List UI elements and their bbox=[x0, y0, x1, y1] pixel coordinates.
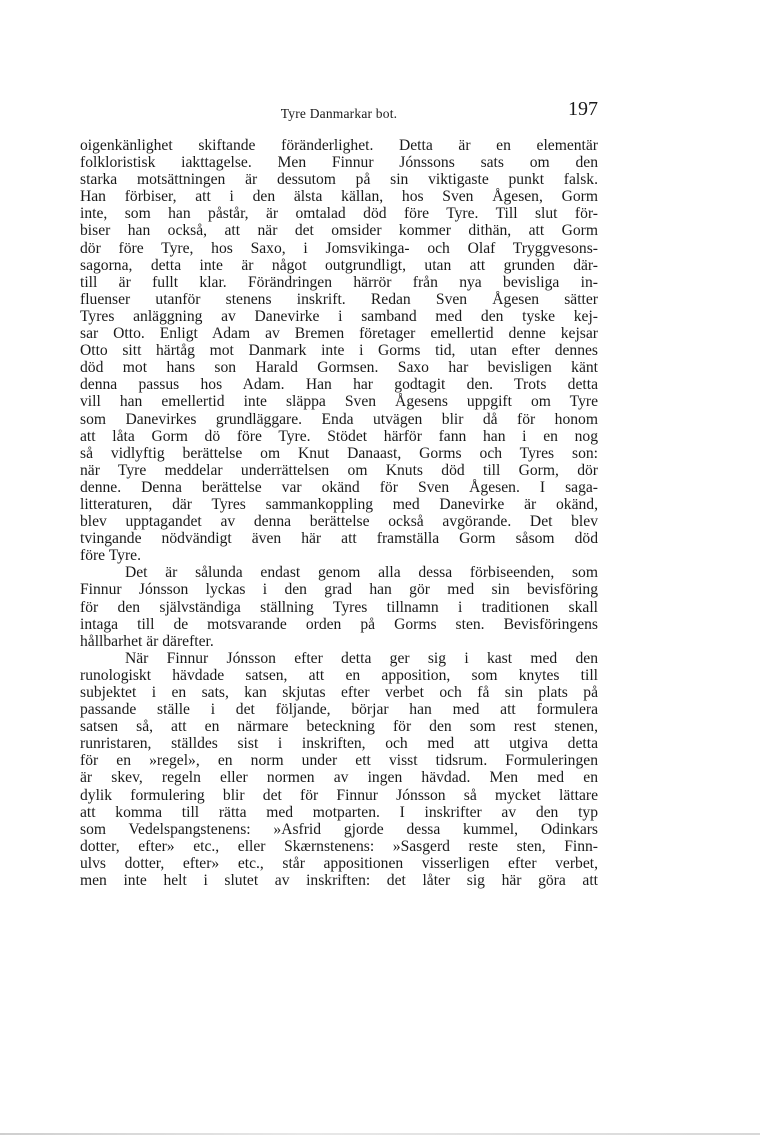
text-line: så vidlyftig berättelse om Knut Danaast, Gorms och Tyres son: bbox=[80, 444, 598, 462]
text-line: Finnur Jónsson lyckas i den grad han gör med sin bevisföring bbox=[80, 581, 598, 599]
text-line: ulvs dotter, efter» etc., står appositionen visserligen efter verbet, bbox=[80, 854, 598, 872]
text-line: passande ställe i det följande, börjar han med att formulera bbox=[80, 701, 598, 719]
text-line: dylik formulering blir det för Finnur Jónsson så mycket lättare bbox=[80, 786, 598, 804]
text-line: att låta Gorm dö före Tyre. Stödet härför fann han i en nog bbox=[80, 427, 598, 445]
text-line: litteraturen, där Tyres sammankoppling med Danevirke är okänd, bbox=[80, 495, 598, 513]
text-line: biser han också, att när det omsider kommer dithän, att Gorm bbox=[80, 222, 598, 240]
text-line: starka motsättningen är dessutom på sin viktigaste punkt falsk. bbox=[80, 171, 598, 189]
text-line: intaga till de motsvarande orden på Gorms sten. Bevisföringens bbox=[80, 615, 598, 633]
text-line: är skev, regeln eller normen av ingen hävdad. Men med en bbox=[80, 769, 598, 787]
text-line: när Tyre meddelar underrättelsen om Knuts död till Gorm, dör bbox=[80, 461, 598, 479]
text-line: Otto sitt härtåg mot Danmark inte i Gorms tid, utan efter dennes bbox=[80, 342, 598, 360]
page-number: 197 bbox=[568, 98, 598, 120]
text-line: som Vedelspangstenens: »Asfrid gjorde dessa kummel, Odinkars bbox=[80, 820, 598, 838]
text-line: för den självständiga ställning Tyres tillnamn i traditionen skall bbox=[80, 598, 598, 616]
text-line: hållbarhet är därefter. bbox=[80, 632, 214, 650]
text-line: Tyres anläggning av Danevirke i samband med den tyske kej- bbox=[80, 307, 598, 325]
text-line: Det är sålunda endast genom alla dessa förbiseenden, som bbox=[125, 564, 598, 582]
text-line: fluenser utanför stenens inskrift. Redan Sven Ågesen sätter bbox=[80, 290, 598, 308]
text-line: död mot hans son Harald Gormsen. Saxo har bevisligen känt bbox=[80, 359, 598, 377]
text-line: denna passus hos Adam. Han har godtagit den. Trots detta bbox=[80, 376, 598, 394]
text-line: denne. Denna berättelse var okänd för Sven Ågesen. I saga- bbox=[80, 478, 598, 496]
text-line: för en »regel», en norm under ett visst tidsrum. Formuleringen bbox=[80, 752, 598, 770]
text-line: runristaren, ställdes sist i inskriften, och med att utgiva detta bbox=[80, 735, 598, 753]
text-line: sar Otto. Enligt Adam av Bremen företager emellertid denne kejsar bbox=[80, 325, 598, 343]
body-text bbox=[80, 137, 598, 889]
text-line: som Danevirkes grundläggare. Enda utvägen blir då för honom bbox=[80, 410, 598, 428]
text-line: inte, som han påstår, är omtalad död före Tyre. Till slut för- bbox=[80, 205, 598, 223]
text-line: dotter, efter» etc., eller Skærnstenens: »Sasgerd reste sten, Finn- bbox=[80, 837, 598, 855]
text-line: subjektet i en sats, kan skjutas efter verbet och få sin plats på bbox=[80, 684, 598, 701]
running-head-title: Tyre Danmarkar bot. bbox=[280, 106, 398, 121]
text-line: vill han emellertid inte släppa Sven Ågesens uppgift om Tyre bbox=[80, 393, 598, 411]
text-line: blev upptagandet av denna berättelse också avgörande. Det blev bbox=[80, 513, 598, 531]
text-line: tvingande nödvändigt även här att framställa Gorm såsom död bbox=[80, 530, 598, 548]
text-line: sagorna, detta inte är något outgrundligt, utan att grunden där- bbox=[80, 256, 598, 274]
text-line: till är fullt klar. Förändringen härrör från nya bevisliga in- bbox=[80, 273, 598, 291]
text-line: före Tyre. bbox=[80, 547, 141, 565]
text-line: oigenkänlighet skiftande föränderlighet. Detta är en elementär bbox=[80, 137, 598, 154]
text-line: satsen så, att en närmare beteckning för den som rest stenen, bbox=[80, 718, 598, 736]
running-head bbox=[80, 98, 598, 128]
text-line: folkloristisk iakttagelse. Men Finnur Jónssons sats om den bbox=[80, 154, 598, 172]
text-line: men inte helt i slutet av inskriften: det låter sig här göra att bbox=[80, 872, 598, 890]
text-line: När Finnur Jónsson efter detta ger sig i kast med den bbox=[125, 649, 598, 667]
text-line: runologiskt hävdade satsen, att en apposition, som knytes till bbox=[80, 666, 598, 684]
text-line: dör före Tyre, hos Saxo, i Jomsvikinga- och Olaf Tryggvesons- bbox=[80, 239, 598, 257]
text-line: Han förbiser, att i den älsta källan, hos Sven Ågesen, Gorm bbox=[80, 188, 598, 206]
text-line: att komma till rätta med motparten. I inskrifter av den typ bbox=[80, 803, 598, 821]
